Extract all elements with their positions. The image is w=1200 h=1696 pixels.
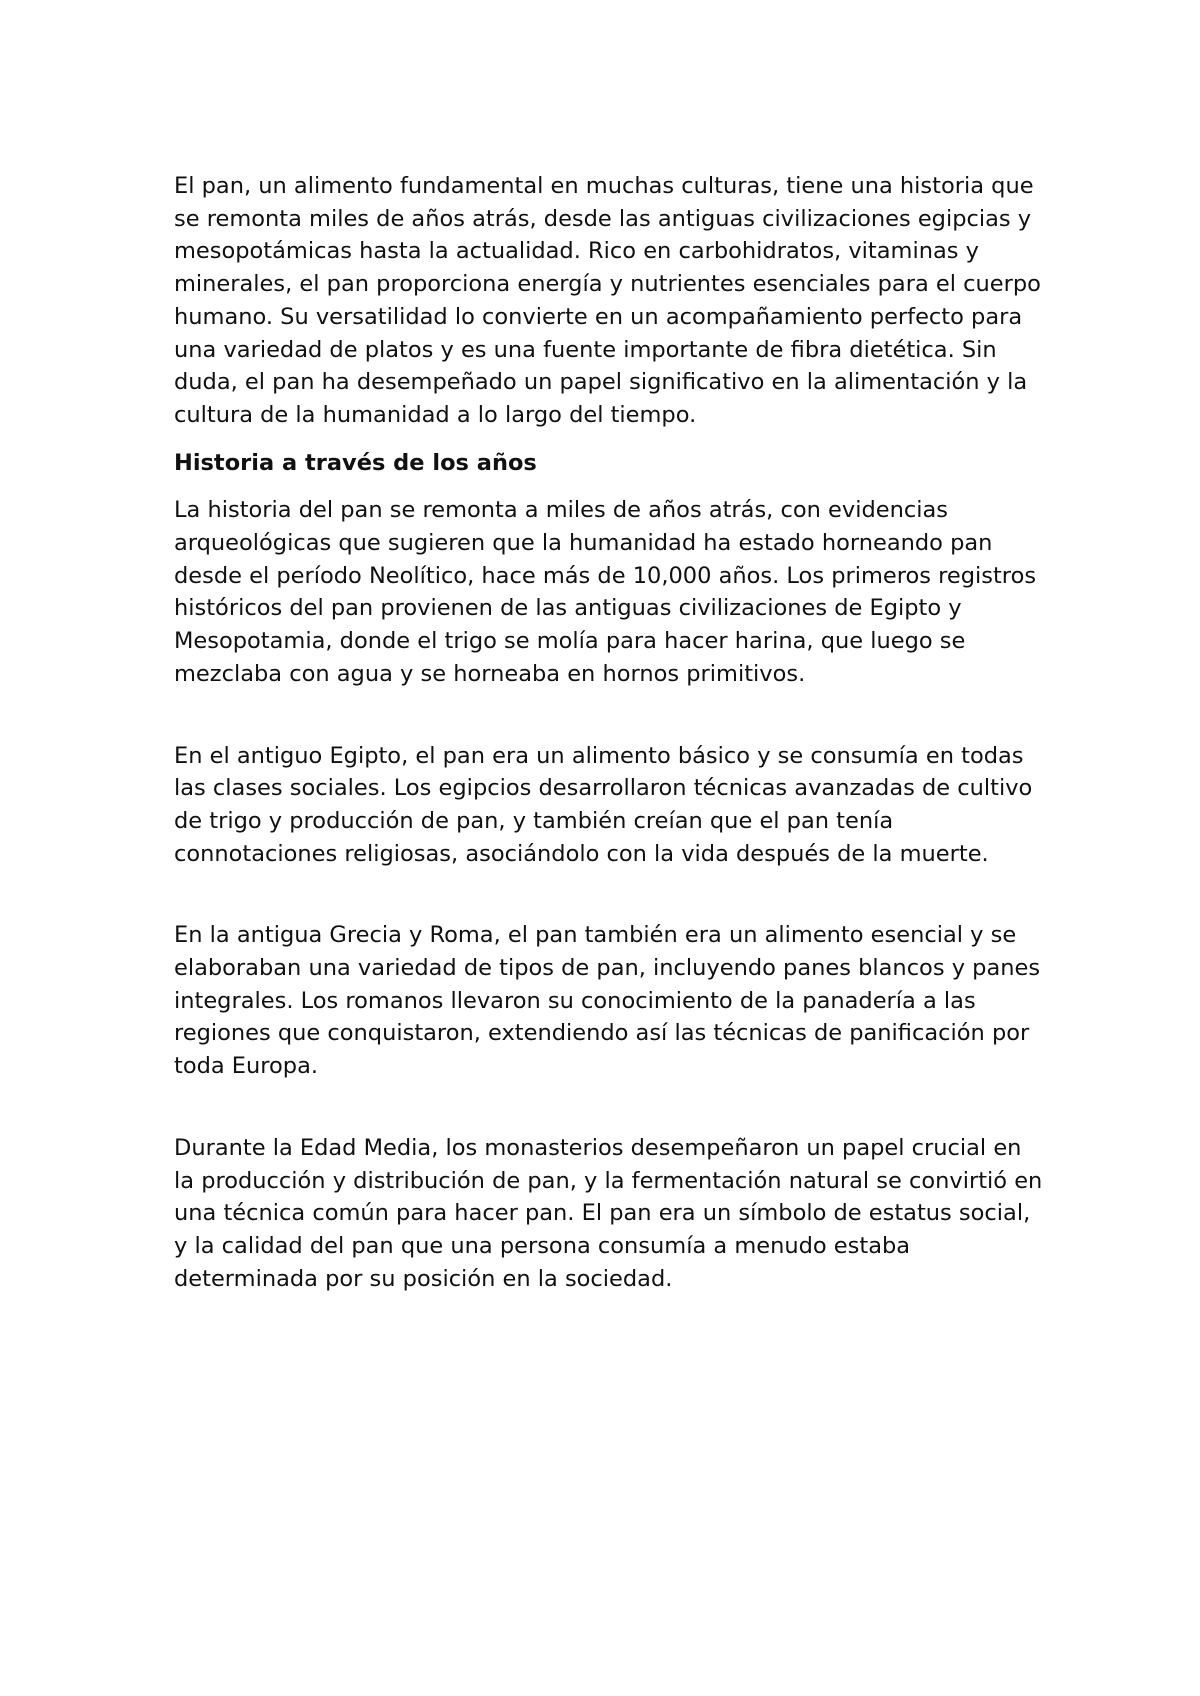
spacer (174, 1083, 1044, 1132)
spacer (174, 870, 1044, 919)
paragraph-greece-rome: En la antigua Grecia y Roma, el pan también era un alimento esencial y se elaboraban una variedad de tipos de pan, incluyendo panes blancos y panes integrales. Los romanos llevaron su conocimiento de la panadería a las regiones que conquistaron, extendiendo así las técnicas de panificación por toda Europa. (174, 922, 1041, 1080)
section-heading: Historia a través de los años (174, 449, 537, 476)
spacer (174, 432, 1044, 447)
spacer (174, 479, 1044, 494)
paragraph-middle-ages: Durante la Edad Media, los monasterios desempeñaron un papel crucial en la producción y distribución de pan, y la fermentación natural se convirtió en una técnica común para hacer pan. El pan era un símbolo de estatus social, y la calidad del pan que una persona consumía a menudo estaba determinada por su posición en la sociedad. (174, 1134, 1043, 1292)
spacer (174, 691, 1044, 740)
paragraph-egypt: En el antiguo Egipto, el pan era un alimento básico y se consumía en todas las clases sociales. Los egipcios desarrollaron técnicas avanzadas de cultivo de trigo y producción de pan, y también creían que el pan tenía connotaciones religiosas, asociándolo con la vida después de la muerte. (174, 742, 1033, 867)
document-page (174, 170, 1044, 1295)
intro-paragraph: El pan, un alimento fundamental en muchas culturas, tiene una historia que se remonta miles de años atrás, desde las antiguas civilizaciones egipcias y mesopotámicas hasta la actualidad. Rico en carbohidratos, vitaminas y minerales, el pan proporciona energía y nutrientes esenciales para el cuerpo humano. Su versatilidad lo convierte en un acompañamiento perfecto para una variedad de platos y es una fuente importante de fibra dietética. Sin duda, el pan ha desempeñado un papel significativo en la alimentación y la cultura de la humanidad a lo largo del tiempo. (174, 173, 1041, 428)
paragraph-origins: La historia del pan se remonta a miles de años atrás, con evidencias arqueológicas que sugieren que la humanidad ha estado horneando pan desde el período Neolítico, hace más de 10,000 años. Los primeros registros históricos del pan provienen de las antiguas civilizaciones de Egipto y Mesopotamia, donde el trigo se molía para hacer harina, que luego se mezclaba con agua y se horneaba en hornos primitivos. (174, 497, 1037, 687)
